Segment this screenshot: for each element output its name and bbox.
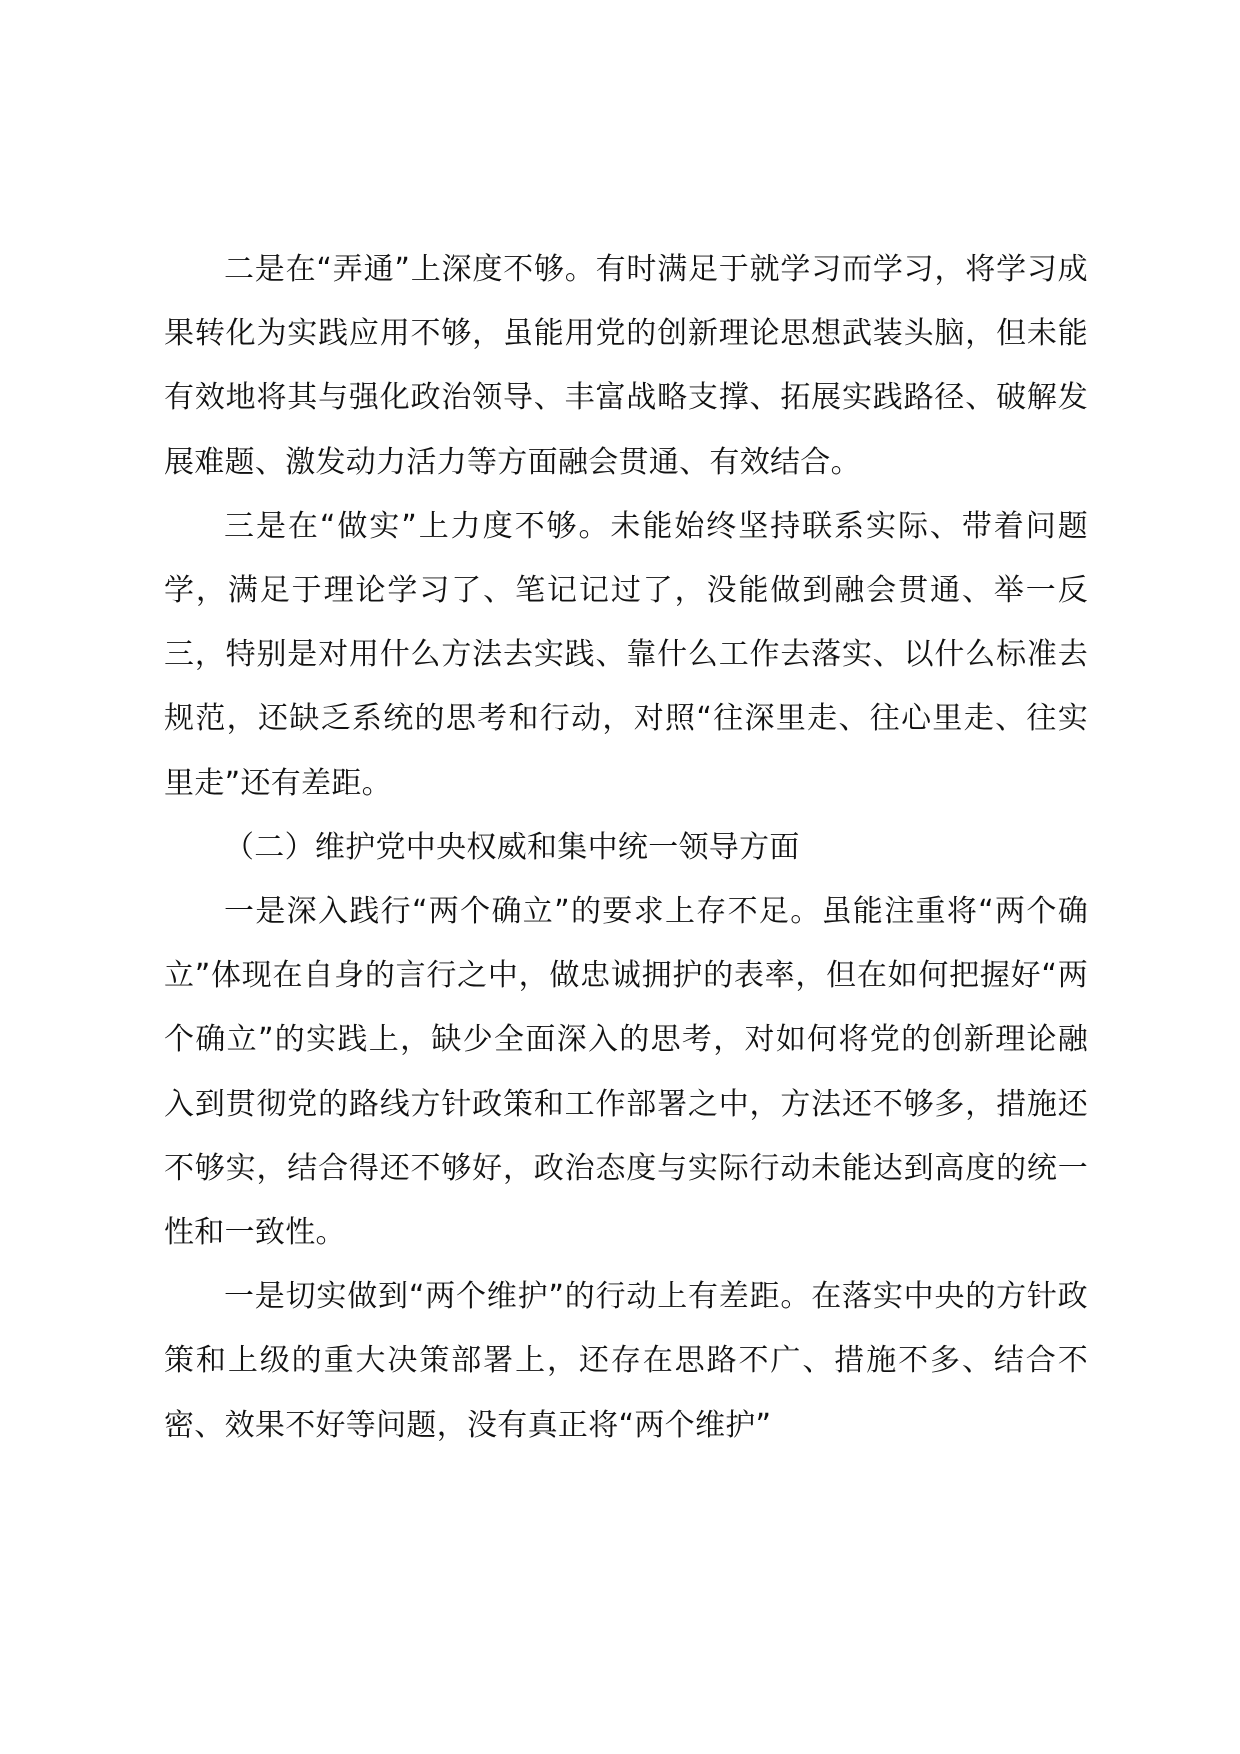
paragraph-thorough-understanding: 二是在“弄通”上深度不够。有时满足于就学习而学习，将学习成果转化为实践应用不够，虽能用党的创新理论思想武装头脑，但未能有效地将其与强化政治领导、丰富战略支撑、拓展实践路径、破解发展难题、激发动力活力等方面融会贯通、有效结合。 xyxy=(164,252,1088,480)
paragraph-two-safeguards: 一是切实做到“两个维护”的行动上有差距。在落实中央的方针政策和上级的重大决策部署上，还存在思路不广、措施不多、结合不密、效果不好等问题，没有真正将“两个维护” xyxy=(164,1279,1088,1443)
paragraph-practical-implementation: 三是在“做实”上力度不够。未能始终坚持联系实际、带着问题学，满足于理论学习了、笔记记过了，没能做到融会贯通、举一反三，特别是对用什么方法去实践、靠什么工作去落实、以什么标准去规范，还缺乏系统的思考和行动，对照“往深里走、往心里走、往实里走”还有差距。 xyxy=(164,508,1088,801)
section-heading: （二）维护党中央权威和集中统一领导方面 xyxy=(224,829,800,865)
paragraph-two-establishments: 一是深入践行“两个确立”的要求上存不足。虽能注重将“两个确立”体现在自身的言行之中，做忠诚拥护的表率，但在如何把握好“两个确立”的实践上，缺少全面深入的思考，对如何将党的创新理论融入到贯彻党的路线方针政策和工作部署之中，方法还不够多，措施还不够实，结合得还不够好，政治态度与实际行动未能达到高度的统一性和一致性。 xyxy=(164,894,1088,1251)
document-body xyxy=(164,238,1088,1458)
